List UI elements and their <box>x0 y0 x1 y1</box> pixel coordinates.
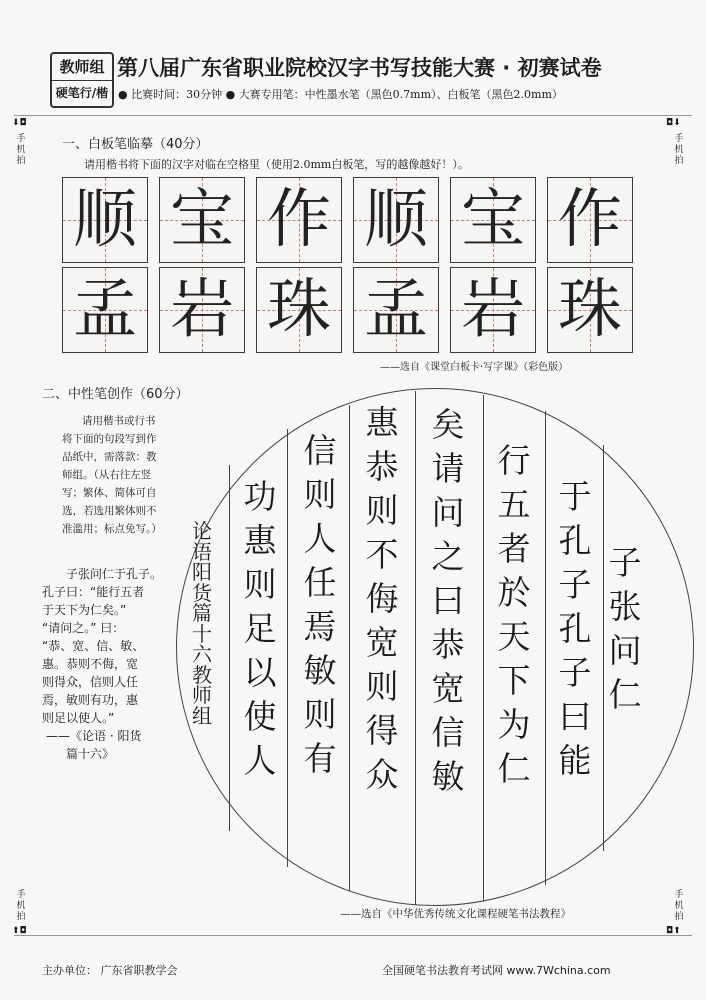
column-divider <box>415 391 416 905</box>
group-badge <box>50 52 114 108</box>
side-label-top-right: 手 机 拍 <box>674 134 684 166</box>
calligraphy-glyph: 问 <box>431 493 465 532</box>
camera-icon: ◘⬆ <box>666 926 681 936</box>
calligraphy-glyph: 於 <box>497 573 531 612</box>
calligraphy-glyph: 于 <box>558 477 592 516</box>
signature-glyph: 货 <box>192 580 212 605</box>
calligraphy-glyph: 子 <box>558 565 592 604</box>
calligraphy-glyph: 人 <box>243 741 277 780</box>
exam-info: ● 比赛时间：30分钟 ● 大赛专用笔：中性墨水笔（黑色0.7mm）、白板笔（黑色2.0mm） <box>118 88 563 101</box>
section1-source: ——选自《课堂白板卡·写字课》（彩色版） <box>380 362 569 373</box>
calligraphy-glyph: 子 <box>558 653 592 692</box>
calligraphy-glyph: 得 <box>365 711 399 750</box>
calligraphy-glyph: 五 <box>497 485 531 524</box>
calligraphy-glyph: 问 <box>608 631 642 670</box>
calligraphy-glyph: 者 <box>497 529 531 568</box>
calligraphy-glyph: 人 <box>303 519 337 558</box>
side-label-bottom-left: 手 机 拍 <box>16 890 26 922</box>
organizer: 主办单位： 广东省职教学会 <box>42 964 178 977</box>
calligraphy-glyph: 功 <box>243 477 277 516</box>
calligraphy-glyph: 之 <box>431 537 465 576</box>
calligraphy-column <box>552 475 598 783</box>
grid-cell[interactable]: 珠 <box>256 267 342 353</box>
calligraphy-column <box>491 439 537 791</box>
calligraphy-glyph: 行 <box>497 441 531 480</box>
calligraphy-column <box>297 429 343 781</box>
calligraphy-glyph: 敏 <box>303 651 337 690</box>
calligraphy-glyph: 则 <box>365 491 399 530</box>
top-divider <box>14 115 692 116</box>
calligraphy-column <box>602 541 648 717</box>
copy-grid <box>62 177 634 355</box>
calligraphy-glyph: 恭 <box>365 447 399 486</box>
grid-cell[interactable]: 岩 <box>450 267 536 353</box>
page-title: 第八届广东省职业院校汉字书写技能大赛 · 初赛试卷 <box>117 56 602 80</box>
signature-glyph: 篇 <box>192 601 212 625</box>
calligraphy-glyph: 则 <box>243 565 277 604</box>
calligraphy-glyph: 惠 <box>243 521 277 560</box>
side-label-top-left: 手 机 拍 <box>16 134 26 166</box>
calligraphy-glyph: 曰 <box>558 697 592 736</box>
calligraphy-glyph: 张 <box>608 587 642 626</box>
grid-cell[interactable]: 孟 <box>62 267 148 353</box>
section1-instruction: 请用楷书将下面的汉字对临在空格里（使用2.0mm白板笔，写的越像越好！）。 <box>84 158 469 171</box>
signature-glyph: 教 <box>192 662 212 687</box>
badge-group-label: 教师组 <box>52 54 112 81</box>
calligraphy-column <box>359 401 405 797</box>
source-text: 子张问仁于孔子。 孔子曰：“能行五者 于天下为仁矣。” “请问之。” 曰： “恭、宽、信、敏、 惠。恭则不侮，宽 则得众，信则人任 焉，敏则有功，惠 则足以使人。” ——《论语 · 阳货 篇十六》 <box>42 567 163 761</box>
grid-cell[interactable]: 宝 <box>450 177 536 263</box>
calligraphy-glyph: 孔 <box>558 609 592 648</box>
calligraphy-glyph: 则 <box>365 667 399 706</box>
signature-glyph: 语 <box>192 539 212 564</box>
section1-title: 一、白板笔临摹（40分） <box>62 137 209 152</box>
camera-icon: ⬇◘ <box>12 118 27 128</box>
camera-icon: ⬆◘ <box>12 926 27 936</box>
calligraphy-glyph: 焉 <box>303 607 337 646</box>
calligraphy-glyph: 任 <box>303 563 337 602</box>
signature-glyph: 论 <box>192 519 212 543</box>
column-divider <box>287 429 288 867</box>
calligraphy-glyph: 矣 <box>431 405 465 444</box>
grid-cell[interactable]: 孟 <box>353 267 439 353</box>
website: 全国硬笔书法教育考试网 www.7Wchina.com <box>382 964 611 977</box>
column-divider <box>483 395 484 901</box>
signature-glyph: 六 <box>192 642 212 666</box>
calligraphy-column <box>237 475 283 783</box>
calligraphy-glyph: 仁 <box>608 675 642 714</box>
calligraphy-glyph: 子 <box>608 543 642 582</box>
grid-cell[interactable]: 岩 <box>159 267 245 353</box>
calligraphy-glyph: 宽 <box>365 623 399 662</box>
grid-cell[interactable]: 作 <box>256 177 342 263</box>
calligraphy-glyph: 宽 <box>431 669 465 708</box>
calligraphy-glyph: 足 <box>243 609 277 648</box>
side-label-bottom-right: 手 机 拍 <box>674 890 684 922</box>
camera-icon: ◘⬇ <box>666 118 681 128</box>
calligraphy-fan <box>176 388 694 906</box>
calligraphy-glyph: 则 <box>303 695 337 734</box>
signature-glyph: 阳 <box>192 560 212 584</box>
signature-glyph: 十 <box>192 621 212 646</box>
calligraphy-glyph: 仁 <box>497 749 531 788</box>
signature-glyph: 师 <box>192 683 212 707</box>
calligraphy-glyph: 恭 <box>431 625 465 664</box>
grid-cell[interactable]: 宝 <box>159 177 245 263</box>
calligraphy-glyph: 使 <box>243 697 277 736</box>
grid-cell[interactable]: 顺 <box>353 177 439 263</box>
calligraphy-glyph: 众 <box>365 755 399 794</box>
column-divider <box>229 465 230 831</box>
calligraphy-glyph: 有 <box>303 739 337 778</box>
column-divider <box>349 405 350 891</box>
badge-script-label: 硬笔行/楷 <box>55 86 109 100</box>
section2-source: ——选自《中华优秀传统文化课程硬笔书法教程》 <box>340 908 571 920</box>
grid-cell[interactable]: 顺 <box>62 177 148 263</box>
calligraphy-glyph: 以 <box>243 653 277 692</box>
bottom-divider <box>14 935 692 936</box>
calligraphy-glyph: 孔 <box>558 521 592 560</box>
signature-glyph: 组 <box>192 703 212 728</box>
signature <box>185 521 219 726</box>
calligraphy-glyph: 曰 <box>431 581 465 620</box>
calligraphy-glyph: 侮 <box>365 579 399 618</box>
calligraphy-glyph: 能 <box>558 741 592 780</box>
calligraphy-glyph: 为 <box>497 705 531 744</box>
calligraphy-glyph: 则 <box>303 475 337 514</box>
grid-cell[interactable]: 作 <box>547 177 633 263</box>
section2-instruction: 请用楷书或行书 将下面的句段写到作 品纸中，需落款：教 师组。（从右往左竖 写；繁体、简体可自 选，若选用繁体则不 准滥用；标点免写。） <box>62 415 162 535</box>
calligraphy-glyph: 天 <box>497 617 531 656</box>
calligraphy-glyph: 不 <box>365 535 399 574</box>
calligraphy-glyph: 惠 <box>365 403 399 442</box>
calligraphy-column <box>425 403 471 799</box>
calligraphy-glyph: 信 <box>431 713 465 752</box>
calligraphy-glyph: 下 <box>497 661 531 700</box>
calligraphy-glyph: 信 <box>303 431 337 470</box>
section2-title: 二、中性笔创作（60分） <box>42 387 189 402</box>
calligraphy-glyph: 请 <box>431 449 465 488</box>
calligraphy-glyph: 敏 <box>431 757 465 796</box>
column-divider <box>545 411 546 885</box>
grid-cell[interactable]: 珠 <box>547 267 633 353</box>
